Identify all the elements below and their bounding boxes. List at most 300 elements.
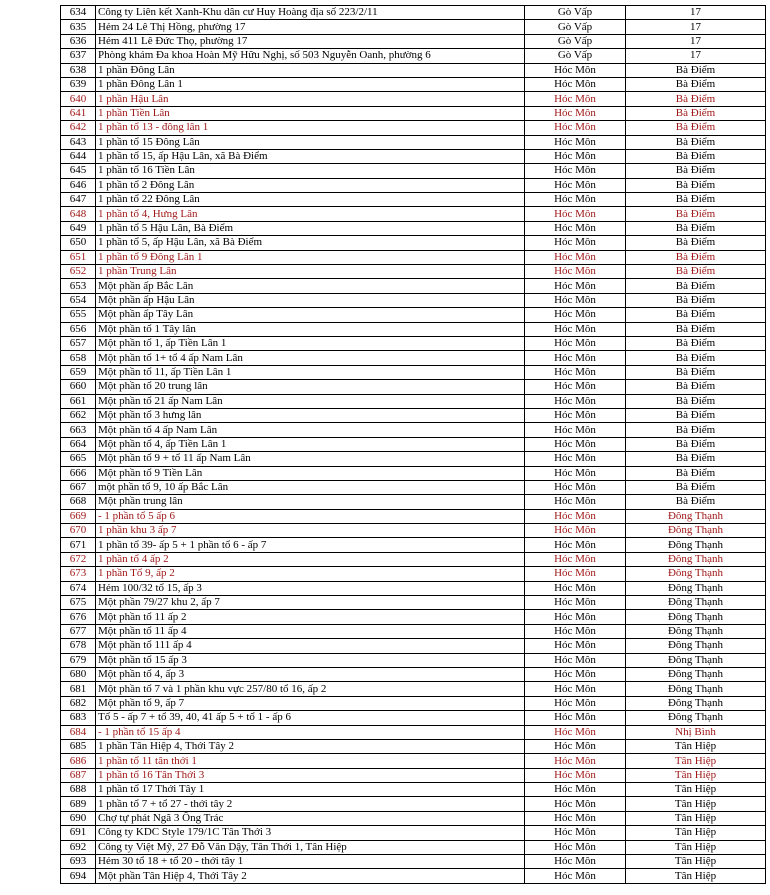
row-number-cell: 668	[61, 495, 96, 509]
row-number-cell: 684	[61, 725, 96, 739]
ward-cell: Bà Điểm	[626, 250, 766, 264]
ward-cell: Tân Hiệp	[626, 855, 766, 869]
ward-cell: Bà Điểm	[626, 365, 766, 379]
address-cell: 1 phần Đông Lân 1	[96, 77, 525, 91]
ward-cell: Đông Thạnh	[626, 524, 766, 538]
ward-cell: 17	[626, 34, 766, 48]
table-row	[61, 437, 766, 451]
row-number-cell: 665	[61, 452, 96, 466]
row-number-cell: 694	[61, 869, 96, 883]
address-cell: Một phần tổ 9 + tổ 11 ấp Nam Lân	[96, 452, 525, 466]
ward-cell: Bà Điểm	[626, 221, 766, 235]
row-number-cell: 689	[61, 797, 96, 811]
row-number-cell: 682	[61, 696, 96, 710]
table-row	[61, 581, 766, 595]
district-cell: Hóc Môn	[525, 581, 626, 595]
table-row	[61, 351, 766, 365]
row-number-cell: 677	[61, 624, 96, 638]
table-row	[61, 6, 766, 20]
ward-cell: Tân Hiệp	[626, 826, 766, 840]
table-row	[61, 754, 766, 768]
ward-cell: Bà Điểm	[626, 149, 766, 163]
address-cell: Hẻm 411 Lê Đức Thọ, phường 17	[96, 34, 525, 48]
ward-cell: 17	[626, 20, 766, 34]
ward-cell: Tân Hiệp	[626, 739, 766, 753]
district-cell: Hóc Môn	[525, 495, 626, 509]
ward-cell: Đông Thạnh	[626, 596, 766, 610]
address-cell: 1 phần tổ 15, ấp Hậu Lân, xã Bà Điểm	[96, 149, 525, 163]
address-cell: Phòng khám Đa khoa Hoàn Mỹ Hữu Nghị, số 503 Nguyễn Oanh, phường 6	[96, 49, 525, 63]
district-cell: Hóc Môn	[525, 696, 626, 710]
district-cell: Hóc Môn	[525, 480, 626, 494]
address-cell: Một phần trung lân	[96, 495, 525, 509]
district-cell: Hóc Môn	[525, 452, 626, 466]
row-number-cell: 645	[61, 164, 96, 178]
address-cell: 1 phần Tiền Lân	[96, 106, 525, 120]
address-cell: 1 phần tổ 2 Đông Lân	[96, 178, 525, 192]
table-row	[61, 567, 766, 581]
table-row	[61, 193, 766, 207]
ward-cell: Bà Điểm	[626, 63, 766, 77]
table-row	[61, 34, 766, 48]
table-row	[61, 365, 766, 379]
ward-cell: Bà Điểm	[626, 207, 766, 221]
ward-cell: Bà Điểm	[626, 466, 766, 480]
address-cell: Một phần tổ 1+ tổ 4 ấp Nam Lân	[96, 351, 525, 365]
row-number-cell: 663	[61, 423, 96, 437]
address-cell: 1 phần tổ 4 ấp 2	[96, 552, 525, 566]
address-cell: Tổ 5 - ấp 7 + tổ 39, 40, 41 ấp 5 + tổ 1 - ấp 6	[96, 711, 525, 725]
table-row	[61, 466, 766, 480]
address-cell: Hẻm 100/32 tổ 15, ấp 3	[96, 581, 525, 595]
row-number-cell: 664	[61, 437, 96, 451]
table-row	[61, 610, 766, 624]
ward-cell: Tân Hiệp	[626, 754, 766, 768]
row-number-cell: 692	[61, 840, 96, 854]
district-cell: Hóc Môn	[525, 797, 626, 811]
table-row	[61, 250, 766, 264]
address-cell: một phần tổ 9, 10 ấp Bắc Lân	[96, 480, 525, 494]
row-number-cell: 649	[61, 221, 96, 235]
table-row	[61, 639, 766, 653]
address-cell: Một phần tổ 9 Tiền Lân	[96, 466, 525, 480]
address-cell: Một phần tổ 15 ấp 3	[96, 653, 525, 667]
table-row	[61, 524, 766, 538]
district-cell: Gò Vấp	[525, 20, 626, 34]
ward-cell: 17	[626, 49, 766, 63]
ward-cell: Bà Điểm	[626, 265, 766, 279]
table-row	[61, 279, 766, 293]
table-row	[61, 121, 766, 135]
ward-cell: Bà Điểm	[626, 193, 766, 207]
row-number-cell: 643	[61, 135, 96, 149]
ward-cell: Bà Điểm	[626, 92, 766, 106]
ward-cell: Tân Hiệp	[626, 797, 766, 811]
address-cell: 1 phần tổ 17 Thới Tây 1	[96, 783, 525, 797]
row-number-cell: 650	[61, 236, 96, 250]
row-number-cell: 666	[61, 466, 96, 480]
district-cell: Hóc Môn	[525, 236, 626, 250]
address-cell: 1 phần tổ 13 - đông lân 1	[96, 121, 525, 135]
table-row	[61, 408, 766, 422]
district-cell: Hóc Môn	[525, 293, 626, 307]
ward-cell: Đông Thạnh	[626, 682, 766, 696]
table-row	[61, 293, 766, 307]
address-cell: Chợ tự phát Ngã 3 Ông Trác	[96, 811, 525, 825]
district-cell: Hóc Môn	[525, 667, 626, 681]
row-number-cell: 657	[61, 336, 96, 350]
row-number-cell: 687	[61, 768, 96, 782]
address-cell: 1 phần tổ 39- ấp 5 + 1 phần tổ 6 - ấp 7	[96, 538, 525, 552]
district-cell: Hóc Môn	[525, 394, 626, 408]
row-number-cell: 671	[61, 538, 96, 552]
table-row	[61, 394, 766, 408]
district-cell: Hóc Môn	[525, 466, 626, 480]
address-cell: Một phần ấp Hậu Lân	[96, 293, 525, 307]
row-number-cell: 640	[61, 92, 96, 106]
ward-cell: Đông Thạnh	[626, 538, 766, 552]
ward-cell: Bà Điểm	[626, 236, 766, 250]
address-cell: 1 phần tổ 11 tân thới 1	[96, 754, 525, 768]
address-cell: - 1 phần tổ 5 ấp 6	[96, 509, 525, 523]
district-cell: Hóc Môn	[525, 250, 626, 264]
address-cell: 1 phần khu 3 ấp 7	[96, 524, 525, 538]
row-number-cell: 644	[61, 149, 96, 163]
ward-cell: Tân Hiệp	[626, 840, 766, 854]
district-cell: Hóc Môn	[525, 365, 626, 379]
row-number-cell: 670	[61, 524, 96, 538]
district-cell: Gò Vấp	[525, 49, 626, 63]
table-row	[61, 840, 766, 854]
row-number-cell: 669	[61, 509, 96, 523]
district-cell: Hóc Môn	[525, 739, 626, 753]
address-cell: Một phần tổ 1, ấp Tiền Lân 1	[96, 336, 525, 350]
table-row	[61, 221, 766, 235]
table-row	[61, 667, 766, 681]
ward-cell: Bà Điểm	[626, 293, 766, 307]
district-cell: Hóc Môn	[525, 768, 626, 782]
address-cell: Một phần tổ 1 Tây lân	[96, 322, 525, 336]
table-row	[61, 725, 766, 739]
table-row	[61, 624, 766, 638]
table-row	[61, 207, 766, 221]
ward-cell: Bà Điểm	[626, 308, 766, 322]
row-number-cell: 686	[61, 754, 96, 768]
district-cell: Hóc Môn	[525, 552, 626, 566]
row-number-cell: 656	[61, 322, 96, 336]
district-cell: Hóc Môn	[525, 164, 626, 178]
table-row	[61, 653, 766, 667]
table-row	[61, 596, 766, 610]
table-row	[61, 811, 766, 825]
row-number-cell: 685	[61, 739, 96, 753]
row-number-cell: 636	[61, 34, 96, 48]
table-row	[61, 336, 766, 350]
district-cell: Hóc Môn	[525, 221, 626, 235]
district-cell: Hóc Môn	[525, 826, 626, 840]
table-row	[61, 682, 766, 696]
ward-cell: Đông Thạnh	[626, 567, 766, 581]
address-cell: - 1 phần tổ 15 ấp 4	[96, 725, 525, 739]
ward-cell: Bà Điểm	[626, 322, 766, 336]
district-cell: Hóc Môn	[525, 567, 626, 581]
address-cell: Một phần ấp Tây Lân	[96, 308, 525, 322]
row-number-cell: 661	[61, 394, 96, 408]
address-cell: 1 phần tổ 16 Tân Thới 3	[96, 768, 525, 782]
ward-cell: Đông Thạnh	[626, 696, 766, 710]
address-cell: Một phần tổ 9, ấp 7	[96, 696, 525, 710]
ward-cell: Tân Hiệp	[626, 811, 766, 825]
address-cell: 1 phần tổ 15 Đông Lân	[96, 135, 525, 149]
row-number-cell: 679	[61, 653, 96, 667]
district-cell: Hóc Môn	[525, 624, 626, 638]
district-cell: Hóc Môn	[525, 149, 626, 163]
district-cell: Hóc Môn	[525, 840, 626, 854]
table-row	[61, 322, 766, 336]
address-cell: 1 phần tổ 4, Hưng Lân	[96, 207, 525, 221]
table-row	[61, 20, 766, 34]
table-row	[61, 797, 766, 811]
address-cell: Một phần tổ 4, ấp Tiền Lân 1	[96, 437, 525, 451]
district-cell: Hóc Môn	[525, 336, 626, 350]
district-cell: Hóc Môn	[525, 322, 626, 336]
address-cell: Một phần ấp Bắc Lân	[96, 279, 525, 293]
table-row	[61, 236, 766, 250]
district-cell: Hóc Môn	[525, 63, 626, 77]
table-row	[61, 308, 766, 322]
row-number-cell: 662	[61, 408, 96, 422]
address-cell: Một phần tổ 11 ấp 2	[96, 610, 525, 624]
table-row	[61, 77, 766, 91]
ward-cell: Tân Hiệp	[626, 869, 766, 883]
table-row	[61, 149, 766, 163]
district-cell: Hóc Môn	[525, 423, 626, 437]
table-row	[61, 711, 766, 725]
table-row	[61, 739, 766, 753]
ward-cell: Bà Điểm	[626, 452, 766, 466]
address-cell: 1 phần Đông Lân	[96, 63, 525, 77]
district-cell: Hóc Môn	[525, 653, 626, 667]
table-row	[61, 696, 766, 710]
district-cell: Gò Vấp	[525, 6, 626, 20]
address-cell: Một phần tổ 4, ấp 3	[96, 667, 525, 681]
ward-cell: Bà Điểm	[626, 408, 766, 422]
row-number-cell: 659	[61, 365, 96, 379]
table-row	[61, 380, 766, 394]
address-cell: Công ty Việt Mỹ, 27 Đỗ Văn Dậy, Tân Thới 1, Tân Hiệp	[96, 840, 525, 854]
row-number-cell: 653	[61, 279, 96, 293]
ward-cell: Đông Thạnh	[626, 552, 766, 566]
table-row	[61, 509, 766, 523]
row-number-cell: 638	[61, 63, 96, 77]
ward-cell: Bà Điểm	[626, 279, 766, 293]
district-cell: Hóc Môn	[525, 711, 626, 725]
ward-cell: Bà Điểm	[626, 423, 766, 437]
table-row	[61, 768, 766, 782]
ward-cell: Bà Điểm	[626, 437, 766, 451]
ward-cell: Bà Điểm	[626, 495, 766, 509]
row-number-cell: 681	[61, 682, 96, 696]
address-cell: 1 phần tổ 5 Hậu Lân, Bà Điểm	[96, 221, 525, 235]
row-number-cell: 646	[61, 178, 96, 192]
district-cell: Hóc Môn	[525, 178, 626, 192]
address-cell: Công ty Liên kết Xanh-Khu dân cư Huy Hoàng địa số 223/2/11	[96, 6, 525, 20]
table-row	[61, 106, 766, 120]
address-cell: 1 phần tổ 16 Tiền Lân	[96, 164, 525, 178]
row-number-cell: 635	[61, 20, 96, 34]
ward-cell: Tân Hiệp	[626, 783, 766, 797]
table-row	[61, 265, 766, 279]
row-number-cell: 639	[61, 77, 96, 91]
row-number-cell: 667	[61, 480, 96, 494]
address-cell: 1 phần Hậu Lân	[96, 92, 525, 106]
table-row	[61, 49, 766, 63]
address-cell: Công ty KDC Style 179/1C Tân Thới 3	[96, 826, 525, 840]
table-row	[61, 423, 766, 437]
ward-cell: Bà Điểm	[626, 164, 766, 178]
address-cell: 1 phần Tổ 9, ấp 2	[96, 567, 525, 581]
table-body	[61, 6, 766, 884]
address-cell: Hẻm 24 Lê Thị Hồng, phường 17	[96, 20, 525, 34]
row-number-cell: 637	[61, 49, 96, 63]
ward-cell: Bà Điểm	[626, 178, 766, 192]
address-cell: 1 phần Tân Hiệp 4, Thới Tây 2	[96, 739, 525, 753]
row-number-cell: 691	[61, 826, 96, 840]
ward-cell: Bà Điểm	[626, 394, 766, 408]
ward-cell: Đông Thạnh	[626, 639, 766, 653]
row-number-cell: 678	[61, 639, 96, 653]
address-cell: 1 phần tổ 22 Đông Lân	[96, 193, 525, 207]
row-number-cell: 673	[61, 567, 96, 581]
table-row	[61, 495, 766, 509]
district-cell: Hóc Môn	[525, 725, 626, 739]
district-cell: Hóc Môn	[525, 855, 626, 869]
district-cell: Hóc Môn	[525, 811, 626, 825]
row-number-cell: 647	[61, 193, 96, 207]
row-number-cell: 693	[61, 855, 96, 869]
district-cell: Hóc Môn	[525, 92, 626, 106]
district-cell: Hóc Môn	[525, 121, 626, 135]
ward-cell: Bà Điểm	[626, 351, 766, 365]
district-cell: Hóc Môn	[525, 207, 626, 221]
district-cell: Hóc Môn	[525, 437, 626, 451]
table-row	[61, 63, 766, 77]
address-cell: Một phần tổ 7 và 1 phần khu vực 257/80 tổ 16, ấp 2	[96, 682, 525, 696]
ward-cell: Đông Thạnh	[626, 624, 766, 638]
row-number-cell: 642	[61, 121, 96, 135]
district-cell: Hóc Môn	[525, 308, 626, 322]
ward-cell: Đông Thạnh	[626, 653, 766, 667]
ward-cell: Đông Thạnh	[626, 581, 766, 595]
address-cell: Một phần tổ 11 ấp 4	[96, 624, 525, 638]
address-cell: Hẻm 30 tổ 18 + tổ 20 - thới tây 1	[96, 855, 525, 869]
district-cell: Hóc Môn	[525, 682, 626, 696]
district-cell: Hóc Môn	[525, 524, 626, 538]
district-cell: Hóc Môn	[525, 596, 626, 610]
table-row	[61, 135, 766, 149]
table-row	[61, 452, 766, 466]
ward-cell: Bà Điểm	[626, 106, 766, 120]
table-row	[61, 869, 766, 883]
ward-cell: Đông Thạnh	[626, 667, 766, 681]
address-cell: 1 phần tổ 7 + tổ 27 - thới tây 2	[96, 797, 525, 811]
row-number-cell: 651	[61, 250, 96, 264]
table-row	[61, 826, 766, 840]
ward-cell: Đông Thạnh	[626, 509, 766, 523]
table-row	[61, 480, 766, 494]
ward-cell: Bà Điểm	[626, 336, 766, 350]
address-cell: 1 phần tổ 5, ấp Hậu Lân, xã Bà Điểm	[96, 236, 525, 250]
location-table	[60, 5, 766, 884]
ward-cell: Đông Thạnh	[626, 610, 766, 624]
ward-cell: 17	[626, 6, 766, 20]
district-cell: Hóc Môn	[525, 639, 626, 653]
address-cell: 1 phần Trung Lân	[96, 265, 525, 279]
row-number-cell: 690	[61, 811, 96, 825]
district-cell: Hóc Môn	[525, 408, 626, 422]
district-cell: Hóc Môn	[525, 610, 626, 624]
address-cell: Một phần tổ 4 ấp Nam Lân	[96, 423, 525, 437]
table-row	[61, 92, 766, 106]
district-cell: Hóc Môn	[525, 754, 626, 768]
table-row	[61, 164, 766, 178]
ward-cell: Bà Điểm	[626, 121, 766, 135]
row-number-cell: 676	[61, 610, 96, 624]
district-cell: Hóc Môn	[525, 193, 626, 207]
row-number-cell: 672	[61, 552, 96, 566]
table-row	[61, 538, 766, 552]
row-number-cell: 652	[61, 265, 96, 279]
table-row	[61, 783, 766, 797]
row-number-cell: 648	[61, 207, 96, 221]
district-cell: Hóc Môn	[525, 869, 626, 883]
district-cell: Hóc Môn	[525, 106, 626, 120]
district-cell: Hóc Môn	[525, 265, 626, 279]
district-cell: Hóc Môn	[525, 279, 626, 293]
district-cell: Hóc Môn	[525, 380, 626, 394]
row-number-cell: 655	[61, 308, 96, 322]
address-cell: Một phần tổ 20 trung lân	[96, 380, 525, 394]
district-cell: Hóc Môn	[525, 135, 626, 149]
row-number-cell: 658	[61, 351, 96, 365]
address-cell: Một phần 79/27 khu 2, ấp 7	[96, 596, 525, 610]
district-cell: Hóc Môn	[525, 509, 626, 523]
district-cell: Hóc Môn	[525, 783, 626, 797]
row-number-cell: 680	[61, 667, 96, 681]
row-number-cell: 675	[61, 596, 96, 610]
ward-cell: Tân Hiệp	[626, 768, 766, 782]
address-cell: Một phần tổ 21 ấp Nam Lân	[96, 394, 525, 408]
address-cell: 1 phần tổ 9 Đông Lân 1	[96, 250, 525, 264]
row-number-cell: 683	[61, 711, 96, 725]
row-number-cell: 660	[61, 380, 96, 394]
ward-cell: Bà Điểm	[626, 480, 766, 494]
ward-cell: Bà Điểm	[626, 77, 766, 91]
ward-cell: Đông Thạnh	[626, 711, 766, 725]
district-cell: Hóc Môn	[525, 77, 626, 91]
table-row	[61, 855, 766, 869]
address-cell: Một phần tổ 11, ấp Tiền Lân 1	[96, 365, 525, 379]
row-number-cell: 634	[61, 6, 96, 20]
row-number-cell: 674	[61, 581, 96, 595]
row-number-cell: 688	[61, 783, 96, 797]
address-cell: Một phần tổ 111 ấp 4	[96, 639, 525, 653]
address-cell: Một phần tổ 3 hưng lân	[96, 408, 525, 422]
ward-cell: Bà Điểm	[626, 135, 766, 149]
row-number-cell: 641	[61, 106, 96, 120]
ward-cell: Nhị Bình	[626, 725, 766, 739]
table-row	[61, 178, 766, 192]
